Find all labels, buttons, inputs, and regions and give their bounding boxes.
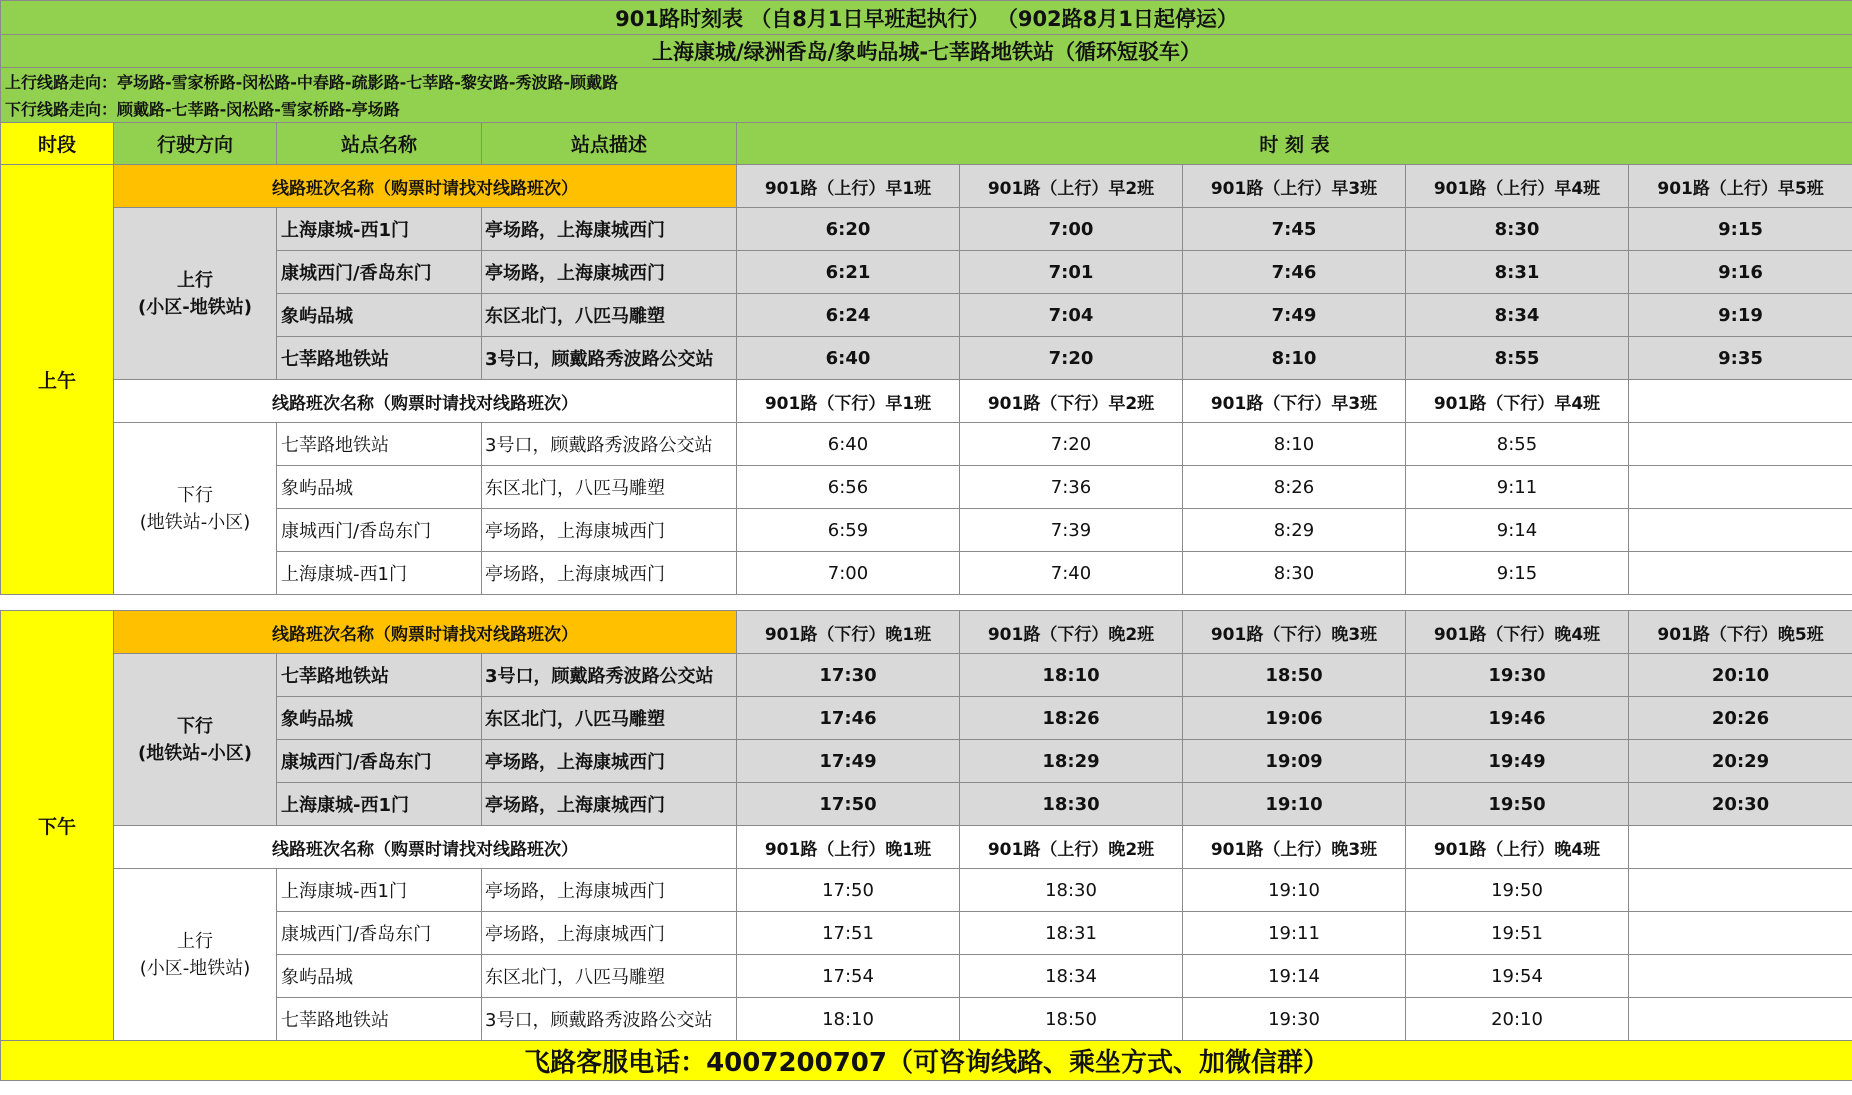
trip-name: 901路（下行）早1班	[737, 380, 960, 423]
period-label: 上午	[1, 165, 114, 595]
trip-name: 901路（上行）早4班	[1406, 165, 1629, 208]
departure-time: 18:50	[960, 998, 1183, 1041]
departure-time: 17:54	[737, 955, 960, 998]
stop-name: 康城西门/香岛东门	[277, 740, 482, 783]
departure-time: 19:10	[1183, 869, 1406, 912]
trip-name-label: 线路班次名称（购票时请找对线路班次）	[114, 380, 737, 423]
departure-time: 7:46	[1183, 251, 1406, 294]
departure-time: 20:26	[1629, 697, 1852, 740]
departure-time: 17:51	[737, 912, 960, 955]
table-row	[1, 337, 1852, 380]
stop-name: 上海康城-西1门	[277, 552, 482, 595]
title-line-1: 901路时刻表 （自8月1日早班起执行） （902路8月1日起停运）	[1, 1, 1852, 35]
departure-time: 19:46	[1406, 697, 1629, 740]
stop-description: 亭场路，上海康城西门	[482, 552, 737, 595]
table-row	[1, 912, 1852, 955]
departure-time: 19:30	[1406, 654, 1629, 697]
table-row	[1, 740, 1852, 783]
trip-header-row	[1, 611, 1852, 654]
trip-name: 901路（下行）晚3班	[1183, 611, 1406, 654]
departure-time: 8:10	[1183, 337, 1406, 380]
departure-time: 7:01	[960, 251, 1183, 294]
departure-time	[1629, 955, 1852, 998]
trip-header-row	[1, 380, 1852, 423]
stop-name: 七莘路地铁站	[277, 337, 482, 380]
table-row	[1, 998, 1852, 1041]
departure-time: 18:29	[960, 740, 1183, 783]
departure-time: 18:34	[960, 955, 1183, 998]
table-row	[1, 208, 1852, 251]
departure-time: 17:30	[737, 654, 960, 697]
period-label: 下午	[1, 611, 114, 1041]
stop-description: 东区北门，八匹马雕塑	[482, 466, 737, 509]
trip-name-label: 线路班次名称（购票时请找对线路班次）	[114, 165, 737, 208]
table-row	[1, 509, 1852, 552]
trip-name: 901路（下行）早4班	[1406, 380, 1629, 423]
departure-time: 9:15	[1629, 208, 1852, 251]
stop-name: 上海康城-西1门	[277, 783, 482, 826]
departure-time: 8:26	[1183, 466, 1406, 509]
departure-time: 6:40	[737, 337, 960, 380]
departure-time: 19:09	[1183, 740, 1406, 783]
departure-time: 8:30	[1406, 208, 1629, 251]
stop-description: 3号口，顾戴路秀波路公交站	[482, 654, 737, 697]
departure-time: 17:49	[737, 740, 960, 783]
departure-time: 7:49	[1183, 294, 1406, 337]
departure-time: 20:10	[1629, 654, 1852, 697]
departure-time: 20:10	[1406, 998, 1629, 1041]
trip-name: 901路（下行）晚1班	[737, 611, 960, 654]
stop-description: 亭场路，上海康城西门	[482, 869, 737, 912]
stop-name: 象屿品城	[277, 466, 482, 509]
trip-name-label: 线路班次名称（购票时请找对线路班次）	[114, 611, 737, 654]
departure-time: 9:15	[1406, 552, 1629, 595]
stop-description: 亭场路，上海康城西门	[482, 740, 737, 783]
header-desc: 站点描述	[482, 123, 737, 165]
departure-time	[1629, 998, 1852, 1041]
trip-header-row	[1, 826, 1852, 869]
departure-time: 19:54	[1406, 955, 1629, 998]
table-row	[1, 955, 1852, 998]
departure-time: 8:29	[1183, 509, 1406, 552]
table-row	[1, 251, 1852, 294]
trip-name-label: 线路班次名称（购票时请找对线路班次）	[114, 826, 737, 869]
trip-name	[1629, 826, 1852, 869]
departure-time: 7:36	[960, 466, 1183, 509]
departure-time: 18:30	[960, 869, 1183, 912]
departure-time: 7:04	[960, 294, 1183, 337]
stop-description: 亭场路，上海康城西门	[482, 251, 737, 294]
departure-time: 6:56	[737, 466, 960, 509]
departure-time: 19:06	[1183, 697, 1406, 740]
departure-time: 6:20	[737, 208, 960, 251]
departure-time: 19:49	[1406, 740, 1629, 783]
departure-time: 6:24	[737, 294, 960, 337]
departure-time: 19:10	[1183, 783, 1406, 826]
departure-time: 17:46	[737, 697, 960, 740]
stop-description: 亭场路，上海康城西门	[482, 912, 737, 955]
stop-description: 3号口，顾戴路秀波路公交站	[482, 998, 737, 1041]
departure-time: 8:31	[1406, 251, 1629, 294]
footer-row	[1, 1041, 1852, 1081]
departure-time: 9:14	[1406, 509, 1629, 552]
departure-time: 17:50	[737, 783, 960, 826]
stop-name: 上海康城-西1门	[277, 208, 482, 251]
trip-name: 901路（上行）早5班	[1629, 165, 1852, 208]
stop-description: 3号口，顾戴路秀波路公交站	[482, 423, 737, 466]
stop-description: 亭场路，上海康城西门	[482, 509, 737, 552]
departure-time: 8:55	[1406, 337, 1629, 380]
stop-description: 东区北门，八匹马雕塑	[482, 294, 737, 337]
departure-time	[1629, 912, 1852, 955]
trip-name: 901路（下行）晚2班	[960, 611, 1183, 654]
departure-time: 17:50	[737, 869, 960, 912]
trip-name: 901路（下行）早2班	[960, 380, 1183, 423]
departure-time: 6:59	[737, 509, 960, 552]
table-row	[1, 423, 1852, 466]
departure-time: 18:50	[1183, 654, 1406, 697]
departure-time	[1629, 509, 1852, 552]
departure-time: 8:10	[1183, 423, 1406, 466]
stop-name: 象屿品城	[277, 955, 482, 998]
departure-time: 9:16	[1629, 251, 1852, 294]
departure-time	[1629, 423, 1852, 466]
departure-time: 19:30	[1183, 998, 1406, 1041]
departure-time: 19:50	[1406, 869, 1629, 912]
stop-name: 上海康城-西1门	[277, 869, 482, 912]
stop-name: 康城西门/香岛东门	[277, 912, 482, 955]
table-row	[1, 654, 1852, 697]
stop-description: 3号口，顾戴路秀波路公交站	[482, 337, 737, 380]
departure-time: 7:00	[737, 552, 960, 595]
direction-label: 下行 (地铁站-小区)	[114, 423, 277, 595]
stop-description: 东区北门，八匹马雕塑	[482, 697, 737, 740]
departure-time: 18:10	[960, 654, 1183, 697]
departure-time	[1629, 466, 1852, 509]
departure-time: 18:30	[960, 783, 1183, 826]
down-route-text: 下行线路走向：顾戴路-七莘路-闵松路-雪家桥路-亭场路	[1, 95, 1852, 123]
departure-time: 9:19	[1629, 294, 1852, 337]
stop-name: 康城西门/香岛东门	[277, 509, 482, 552]
header-timetable: 时 刻 表	[737, 123, 1852, 165]
stop-name: 象屿品城	[277, 294, 482, 337]
stop-name: 七莘路地铁站	[277, 423, 482, 466]
departure-time: 7:00	[960, 208, 1183, 251]
departure-time: 7:20	[960, 423, 1183, 466]
table-row	[1, 869, 1852, 912]
departure-time: 8:55	[1406, 423, 1629, 466]
trip-name: 901路（上行）晚2班	[960, 826, 1183, 869]
stop-name: 象屿品城	[277, 697, 482, 740]
departure-time: 7:45	[1183, 208, 1406, 251]
trip-name: 901路（上行）早3班	[1183, 165, 1406, 208]
departure-time: 18:10	[737, 998, 960, 1041]
trip-name: 901路（下行）早3班	[1183, 380, 1406, 423]
departure-time: 9:35	[1629, 337, 1852, 380]
departure-time: 7:20	[960, 337, 1183, 380]
departure-time: 18:26	[960, 697, 1183, 740]
departure-time: 18:31	[960, 912, 1183, 955]
up-route-text: 上行线路走向：亭场路-雪家桥路-闵松路-中春路-疏影路-七莘路-黎安路-秀波路-顾戴路	[1, 68, 1852, 95]
departure-time: 9:11	[1406, 466, 1629, 509]
departure-time: 19:11	[1183, 912, 1406, 955]
departure-time: 6:40	[737, 423, 960, 466]
stop-name: 康城西门/香岛东门	[277, 251, 482, 294]
trip-name	[1629, 380, 1852, 423]
departure-time	[1629, 552, 1852, 595]
trip-name: 901路（下行）晚5班	[1629, 611, 1852, 654]
departure-time: 8:30	[1183, 552, 1406, 595]
departure-time: 6:21	[737, 251, 960, 294]
section-gap-cell	[1, 595, 1852, 611]
trip-name: 901路（上行）晚1班	[737, 826, 960, 869]
departure-time: 19:50	[1406, 783, 1629, 826]
direction-label: 上行 (小区-地铁站)	[114, 869, 277, 1041]
table-row	[1, 552, 1852, 595]
direction-label: 下行 (地铁站-小区)	[114, 654, 277, 826]
header-stop: 站点名称	[277, 123, 482, 165]
header-period: 时段	[1, 123, 114, 165]
departure-time: 19:14	[1183, 955, 1406, 998]
trip-header-row	[1, 165, 1852, 208]
departure-time: 20:30	[1629, 783, 1852, 826]
table-row	[1, 466, 1852, 509]
header-direction: 行驶方向	[114, 123, 277, 165]
trip-name: 901路（上行）晚3班	[1183, 826, 1406, 869]
departure-time: 8:34	[1406, 294, 1629, 337]
table-row	[1, 783, 1852, 826]
stop-description: 东区北门，八匹马雕塑	[482, 955, 737, 998]
customer-service-hotline: 飞路客服电话：4007200707（可咨询线路、乘坐方式、加微信群）	[1, 1041, 1852, 1081]
departure-time: 19:51	[1406, 912, 1629, 955]
departure-time: 20:29	[1629, 740, 1852, 783]
stop-name: 七莘路地铁站	[277, 998, 482, 1041]
stop-name: 七莘路地铁站	[277, 654, 482, 697]
table-row	[1, 697, 1852, 740]
departure-time: 7:39	[960, 509, 1183, 552]
section-gap	[1, 595, 1852, 611]
departure-time	[1629, 869, 1852, 912]
stop-description: 亭场路，上海康城西门	[482, 783, 737, 826]
trip-name: 901路（上行）晚4班	[1406, 826, 1629, 869]
trip-name: 901路（下行）晚4班	[1406, 611, 1629, 654]
trip-name: 901路（上行）早2班	[960, 165, 1183, 208]
title-line-2: 上海康城/绿洲香岛/象屿品城-七莘路地铁站（循环短驳车）	[1, 35, 1852, 68]
trip-name: 901路（上行）早1班	[737, 165, 960, 208]
stop-description: 亭场路，上海康城西门	[482, 208, 737, 251]
departure-time: 7:40	[960, 552, 1183, 595]
direction-label: 上行 (小区-地铁站)	[114, 208, 277, 380]
table-row	[1, 294, 1852, 337]
